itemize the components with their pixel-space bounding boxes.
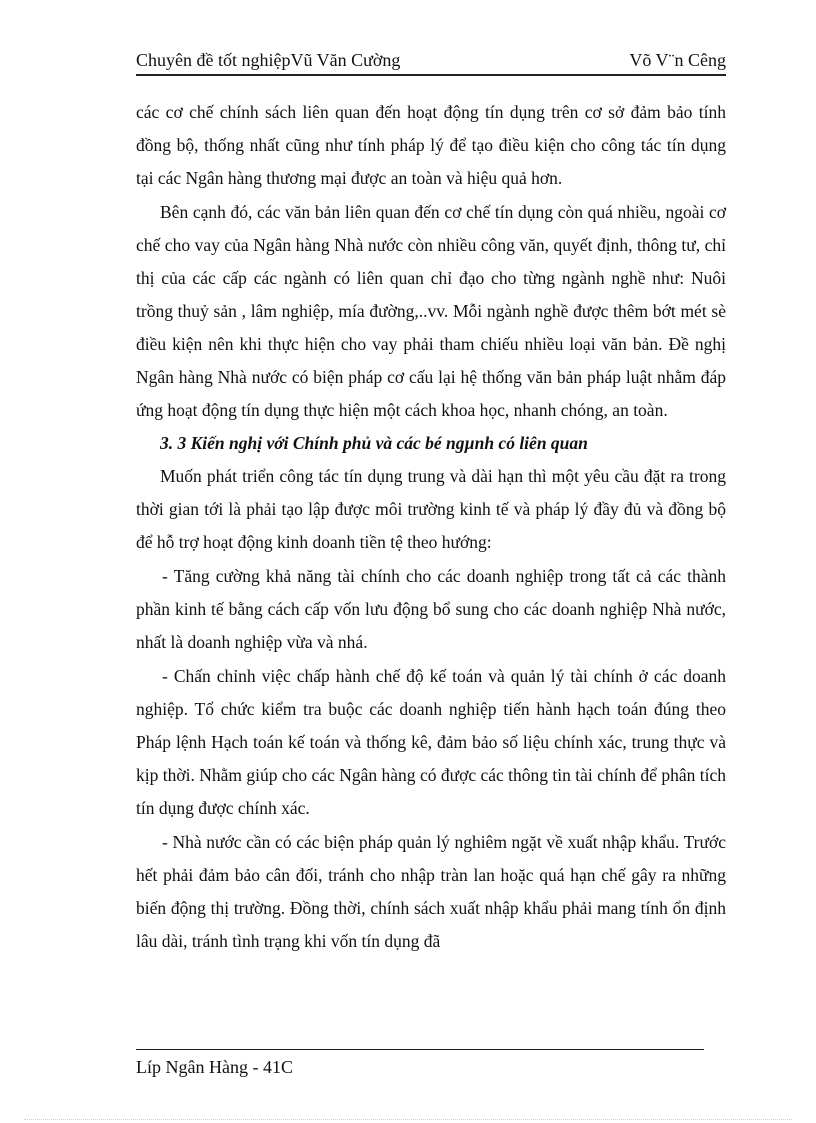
section-heading: 3. 3 Kiến nghị với Chính phủ và các bé ngµnh có liên quan [160, 433, 588, 453]
footer-divider [136, 1049, 704, 1050]
document-body [136, 96, 726, 958]
header-document-title: Chuyên đề tốt nghiệpVũ Văn Cường [136, 50, 401, 70]
paragraph-continuation: các cơ chế chính sách liên quan đến hoạt động tín dụng trên cơ sở đảm bảo tính đồng bộ, thống nhất cũng như tính pháp lý để tạo điều kiện cho công tác tín dụng tại các Ngân hàng thương mại được an toàn và hiệu quả hơn. [136, 102, 726, 188]
list-item-accounting: - Chấn chỉnh việc chấp hành chế độ kế toán và quản lý tài chính ở các doanh nghiệp. Tổ chức kiểm tra buộc các doanh nghiệp tiến hành hạch toán đúng theo Pháp lệnh Hạch toán kế toán và thống kê, đảm bảo số liệu chính xác, trung thực và kịp thời. Nhằm giúp cho các Ngân hàng có được các thông tin tài chính để phân tích tín dụng được chính xác. [136, 666, 726, 818]
page-header [136, 48, 726, 76]
list-item-finance: - Tăng cường khả năng tài chính cho các doanh nghiệp trong tất cả các thành phần kinh tế bằng cách cấp vốn lưu động bổ sung cho các doanh nghiệp Nhà nước, nhất là doanh nghiệp vừa và nhá. [136, 566, 726, 652]
header-author: Võ V¨n Cêng [629, 50, 726, 70]
paragraph-intro: Muốn phát triển công tác tín dụng trung và dài hạn thì một yêu cầu đặt ra trong thời gian tới là phải tạo lập được môi trường kinh tế và pháp lý đầy đủ và đồng bộ để hỗ trợ hoạt động kinh doanh tiền tệ theo hướng: [136, 466, 726, 552]
page-boundary [24, 1119, 792, 1120]
paragraph-legal-documents: Bên cạnh đó, các văn bản liên quan đến cơ chế tín dụng còn quá nhiều, ngoài cơ chế cho vay của Ngân hàng Nhà nước còn nhiều công văn, quyết định, thông tư, chỉ thị của các cấp các ngành có liên quan chỉ đạo cho từng ngành nghề như: Nuôi trồng thuỷ sản , lâm nghiệp, mía đường,..vv. Mỗi ngành nghề được thêm bớt mét sè điều kiện nên khi thực hiện cho vay phải tham chiếu nhiều loại văn bản. Đề nghị Ngân hàng Nhà nước có biện pháp cơ cấu lại hệ thống văn bản pháp luật nhằm đáp ứng hoạt động tín dụng thực hiện một cách khoa học, nhanh chóng, an toàn. [136, 202, 726, 420]
page-footer: Líp Ngân Hàng - 41C [136, 1057, 293, 1077]
list-item-import-export: - Nhà nước cần có các biện pháp quản lý nghiêm ngặt về xuất nhập khẩu. Trước hết phải đảm bảo cân đối, tránh cho nhập tràn lan hoặc quá hạn chế gây ra những biến động thị trường. Đồng thời, chính sách xuất nhập khẩu phải mang tính ổn định lâu dài, tránh tình trạng khi vốn tín dụng đã [136, 832, 726, 951]
